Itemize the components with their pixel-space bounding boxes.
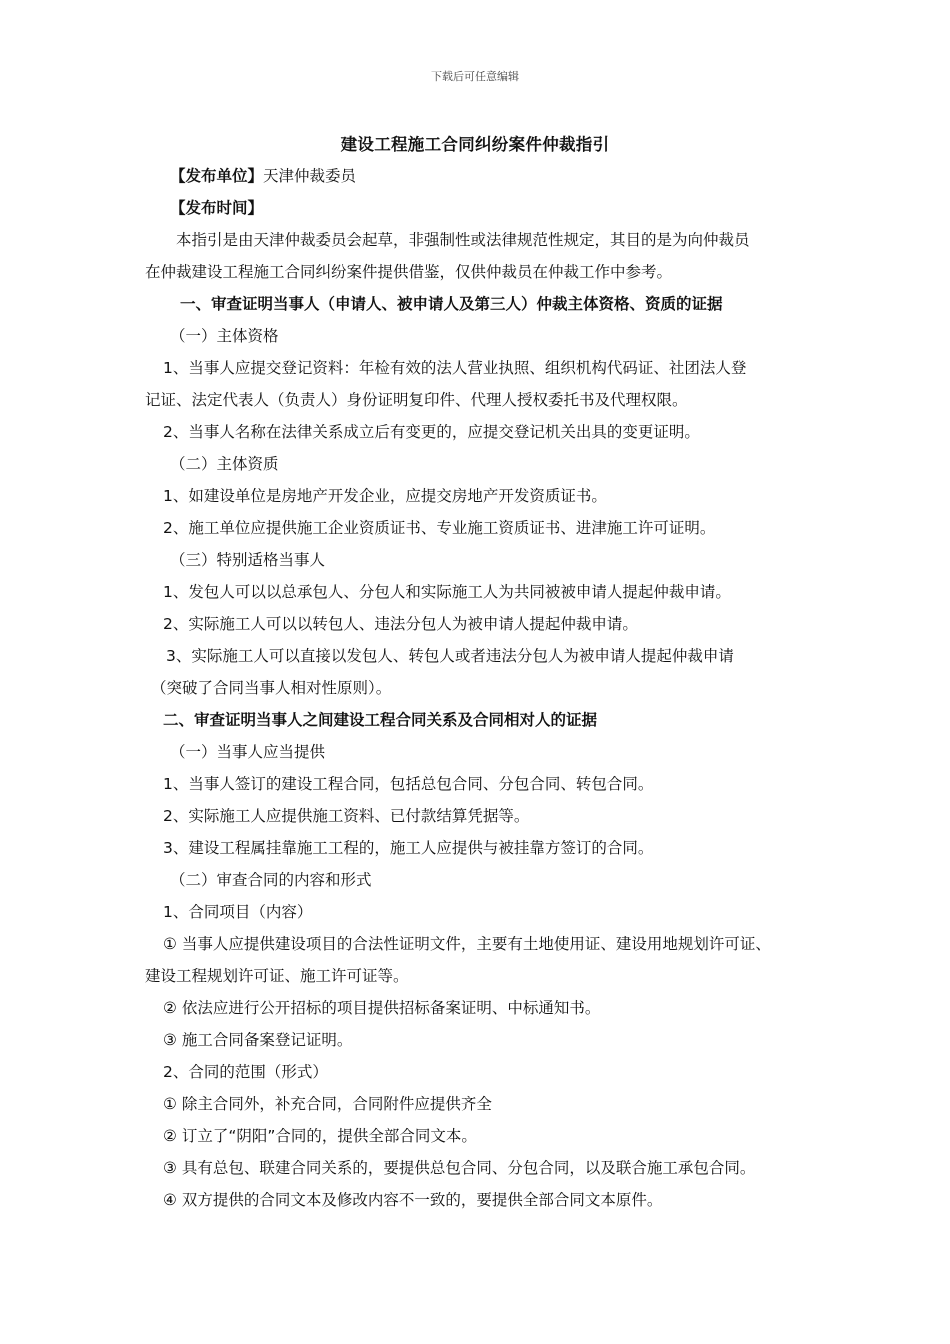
section1-sub3-item3-line2: （突破了合同当事人相对性原则）。 — [151, 679, 392, 697]
section2-sub2-part2-c4: ④ 双方提供的合同文本及修改内容不一致的，要提供全部合同文本原件。 — [163, 1191, 663, 1209]
section1-sub1-item1-line1: 1、当事人应提交登记资料：年检有效的法人营业执照、组织机构代码证、社团法人登 — [163, 359, 747, 377]
publisher-value: 天津仲裁委员 — [263, 167, 357, 185]
section1-sub3-item2: 2、实际施工人可以以转包人、违法分包人为被申请人提起仲裁申请。 — [163, 615, 638, 633]
section2-sub2-part2-c3: ③ 具有总包、联建合同关系的，要提供总包合同、分包合同，以及联合施工承包合同。 — [163, 1159, 756, 1177]
publisher-line — [170, 166, 356, 186]
section1-sub2-item1: 1、如建设单位是房地产开发企业，应提交房地产开发资质证书。 — [163, 487, 607, 505]
section1-sub3-item1: 1、发包人可以以总承包人、分包人和实际施工人为共同被被申请人提起仲裁申请。 — [163, 583, 731, 601]
section1-sub2-heading: （二）主体资质 — [170, 455, 279, 473]
section2-sub2-part1-heading: 1、合同项目（内容） — [163, 903, 313, 921]
section2-sub1-heading: （一）当事人应当提供 — [170, 743, 326, 761]
section1-sub1-item2: 2、当事人名称在法律关系成立后有变更的，应提交登记机关出具的变更证明。 — [163, 423, 700, 441]
section2-sub2-heading: （二）审查合同的内容和形式 — [170, 871, 372, 889]
section2-sub2-part2-c2: ② 订立了“阴阳”合同的，提供全部合同文本。 — [163, 1127, 477, 1145]
page-header: 下载后可任意编辑 — [431, 70, 519, 83]
section1-heading: 一、审查证明当事人（申请人、被申请人及第三人）仲裁主体资格、资质的证据 — [180, 295, 723, 313]
section2-sub1-item1: 1、当事人签订的建设工程合同，包括总包合同、分包合同、转包合同。 — [163, 775, 654, 793]
section2-sub2-part2-c1: ① 除主合同外，补充合同，合同附件应提供齐全 — [163, 1095, 492, 1113]
section1-sub1-item1-line2: 记证、法定代表人（负责人）身份证明复印件、代理人授权委托书及代理权限。 — [145, 391, 688, 409]
section2-sub2-part1-c2: ② 依法应进行公开招标的项目提供招标备案证明、中标通知书。 — [163, 999, 601, 1017]
section1-sub3-item3-line1: 3、实际施工人可以直接以发包人、转包人或者违法分包人为被申请人提起仲裁申请 — [166, 647, 734, 665]
section2-heading: 二、审查证明当事人之间建设工程合同关系及合同相对人的证据 — [163, 711, 598, 729]
publisher-label: 【发布单位】 — [170, 167, 264, 185]
publish-time-label: 【发布时间】 — [170, 199, 264, 217]
intro-line-2: 在仲裁建设工程施工合同纠纷案件提供借鉴，仅供仲裁员在仲裁工作中参考。 — [145, 263, 673, 281]
section1-sub3-heading: （三）特别适格当事人 — [170, 551, 326, 569]
section2-sub1-item3: 3、建设工程属挂靠施工工程的，施工人应提供与被挂靠方签订的合同。 — [163, 839, 654, 857]
intro-line-1: 本指引是由天津仲裁委员会起草，非强制性或法律规范性规定，其目的是为向仲裁员 — [176, 231, 750, 249]
section2-sub2-part1-c3: ③ 施工合同备案登记证明。 — [163, 1031, 353, 1049]
section2-sub2-part1-c1-line2: 建设工程规划许可证、施工许可证等。 — [145, 967, 409, 985]
section2-sub2-part1-c1-line1: ① 当事人应提供建设项目的合法性证明文件，主要有土地使用证、建设用地规划许可证、 — [163, 935, 771, 953]
section2-sub1-item2: 2、实际施工人应提供施工资料、已付款结算凭据等。 — [163, 807, 530, 825]
section1-sub1-heading: （一）主体资格 — [170, 327, 279, 345]
document-title: 建设工程施工合同纠纷案件仲裁指引 — [340, 135, 610, 154]
section2-sub2-part2-heading: 2、合同的范围（形式） — [163, 1063, 328, 1081]
section1-sub2-item2: 2、施工单位应提供施工企业资质证书、专业施工资质证书、进津施工许可证明。 — [163, 519, 716, 537]
